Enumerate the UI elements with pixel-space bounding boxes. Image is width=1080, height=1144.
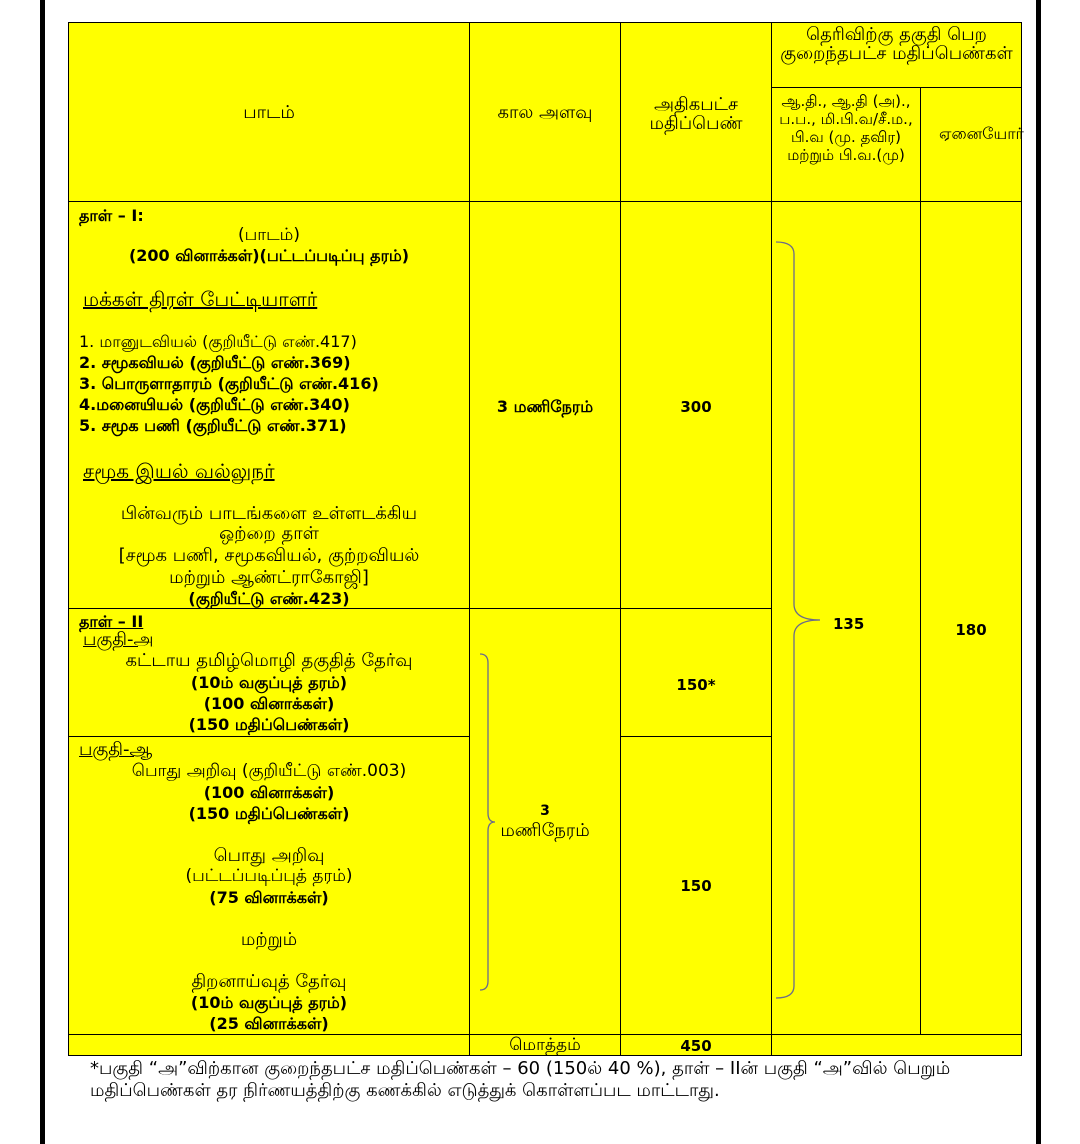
paper2-partB-marks: 150 bbox=[680, 877, 712, 895]
total-label: மொத்தம் bbox=[509, 1035, 581, 1055]
paper1-max-marks-cell bbox=[620, 201, 772, 609]
total-blank-cell bbox=[68, 1034, 470, 1056]
paper2-partA-marks-cell bbox=[620, 608, 772, 737]
header-duration-cell bbox=[469, 22, 621, 202]
paper1-desc-4: மற்றும் ஆண்ட்ராகோஜி] bbox=[169, 567, 369, 588]
paper1-desc-3: [சமூக பணி, சமூகவியல், குற்றவியல் bbox=[118, 545, 420, 566]
paper2-partA-line2: (10ம் வகுப்புத் தரம்) bbox=[190, 673, 348, 692]
header-max-marks: அதிகபட்ச மதிப்பெண் bbox=[649, 94, 743, 134]
paper1-desc-5: (குறியீட்டு எண்.423) bbox=[188, 589, 350, 608]
header-min-marks-group-cell bbox=[771, 22, 1022, 88]
min-marks-brace bbox=[774, 240, 822, 1000]
paper2-partA-line3: (100 வினாக்கள்) bbox=[203, 694, 335, 713]
paper1-desc-2: ஒற்றை தாள் bbox=[219, 523, 319, 544]
paper2-partA-subject-cell bbox=[68, 608, 470, 737]
total-value-cell bbox=[620, 1034, 772, 1056]
paper1-item-5: 5. சமூக பணி (குறியீட்டு எண்.371) bbox=[79, 416, 347, 435]
paper2-partA-label: பகுதி-அ bbox=[83, 629, 154, 650]
paper2-partA-line1: கட்டாய தமிழ்மொழி தகுதித் தேர்வு bbox=[125, 650, 413, 671]
paper1-max-marks: 300 bbox=[680, 398, 712, 416]
paper1-questions: (200 வினாக்கள்)(பட்டப்படிப்பு தரம்) bbox=[128, 246, 410, 265]
right-border-line bbox=[1036, 0, 1041, 1144]
paper1-item-4: 4.மனையியல் (குறியீட்டு எண்.340) bbox=[79, 395, 350, 414]
paper2-partB-label: பகுதி-ஆ bbox=[79, 739, 153, 760]
paper2-partB-line3: (150 மதிப்பெண்கள்) bbox=[188, 804, 350, 823]
paper2-partB-marks-cell bbox=[620, 736, 772, 1035]
header-min-marks-group: தெரிவிற்கு தகுதி பெற குறைந்தபட்ச மதிப்பெண்கள் bbox=[780, 24, 1013, 64]
paper2-partB-line7: மற்றும் bbox=[240, 929, 298, 950]
paper2-title: தாள் – II bbox=[79, 612, 144, 631]
header-min-reserved: ஆ.தி., ஆ.தி (அ)., ப.ப., மி.பி.வ/சீ.ம., பி.வ (மு. தவிர) மற்றும் பி.வ.(மு) bbox=[779, 92, 913, 164]
paper2-partB-line6: (75 வினாக்கள்) bbox=[209, 888, 329, 907]
paper1-item-1: 1. மானுடவியல் (குறியீட்டு எண்.417) bbox=[79, 332, 357, 351]
paper2-partA-marks: 150* bbox=[676, 676, 716, 694]
paper1-subject: (பாடம்) bbox=[237, 225, 300, 245]
min-others-value: 180 bbox=[955, 621, 987, 639]
paper1-item-3: 3. பொருளாதாரம் (குறியீட்டு எண்.416) bbox=[79, 374, 379, 393]
paper1-duration-cell bbox=[469, 201, 621, 609]
paper2-partB-line9: (10ம் வகுப்புத் தரம்) bbox=[190, 993, 348, 1012]
total-blank-cell-2 bbox=[771, 1034, 1022, 1056]
footnote: *பகுதி “அ”விற்கான குறைந்தபட்ச மதிப்பெண்கள் – 60 (150ல் 40 %), தாள் – IIன் பகுதி “அ”வில் பெறும் மதிப்பெண்கள் தர நிர்ணயத்திற்கு கணக்கில் எடுத்துக் கொள்ளப்பட மாட்டாது. bbox=[90, 1058, 951, 1101]
total-label-cell bbox=[469, 1034, 621, 1056]
paper2-partA-line4: (150 மதிப்பெண்கள்) bbox=[188, 715, 350, 734]
paper1-subject-cell bbox=[68, 201, 470, 609]
paper1-duration: 3 மணிநேரம் bbox=[496, 397, 594, 416]
paper2-duration-num: 3 bbox=[540, 803, 550, 819]
paper1-post1: மக்கள் திரள் பேட்டியாளர் bbox=[83, 287, 318, 311]
total-value: 450 bbox=[680, 1037, 712, 1055]
header-subject: பாடம் bbox=[243, 102, 295, 123]
header-subject-cell bbox=[68, 22, 470, 202]
header-duration: கால அளவு bbox=[497, 102, 593, 123]
paper2-duration-unit: மணிநேரம் bbox=[500, 820, 590, 841]
header-min-reserved-cell bbox=[771, 87, 921, 202]
left-border-line bbox=[40, 0, 45, 1144]
paper1-desc-1: பின்வரும் பாடங்களை உள்ளடக்கிய bbox=[120, 503, 418, 524]
header-max-marks-cell bbox=[620, 22, 772, 202]
paper2-partB-line2: (100 வினாக்கள்) bbox=[203, 783, 335, 802]
paper1-title: தாள் – I: bbox=[79, 206, 144, 225]
paper2-partB-line4: பொது அறிவு bbox=[213, 845, 325, 866]
paper1-item-2: 2. சமூகவியல் (குறியீட்டு எண்.369) bbox=[79, 353, 351, 372]
header-min-others-cell bbox=[920, 87, 1022, 202]
paper2-partB-line10: (25 வினாக்கள்) bbox=[209, 1014, 329, 1033]
paper2-partB-line8: திறனாய்வுத் தேர்வு bbox=[191, 971, 347, 992]
paper2-partB-line1: பொது அறிவு (குறியீட்டு எண்.003) bbox=[131, 761, 407, 781]
paper2-duration-cell bbox=[469, 608, 621, 1035]
paper1-post2: சமூக இயல் வல்லுநர் bbox=[83, 459, 275, 483]
min-others-cell bbox=[920, 201, 1022, 1035]
paper2-partB-subject-cell bbox=[68, 736, 470, 1035]
paper2-partB-line5: (பட்டப்படிப்புத் தரம்) bbox=[185, 866, 353, 886]
min-reserved-value: 135 bbox=[833, 615, 865, 633]
header-min-others: ஏனையோர் bbox=[939, 124, 1024, 143]
